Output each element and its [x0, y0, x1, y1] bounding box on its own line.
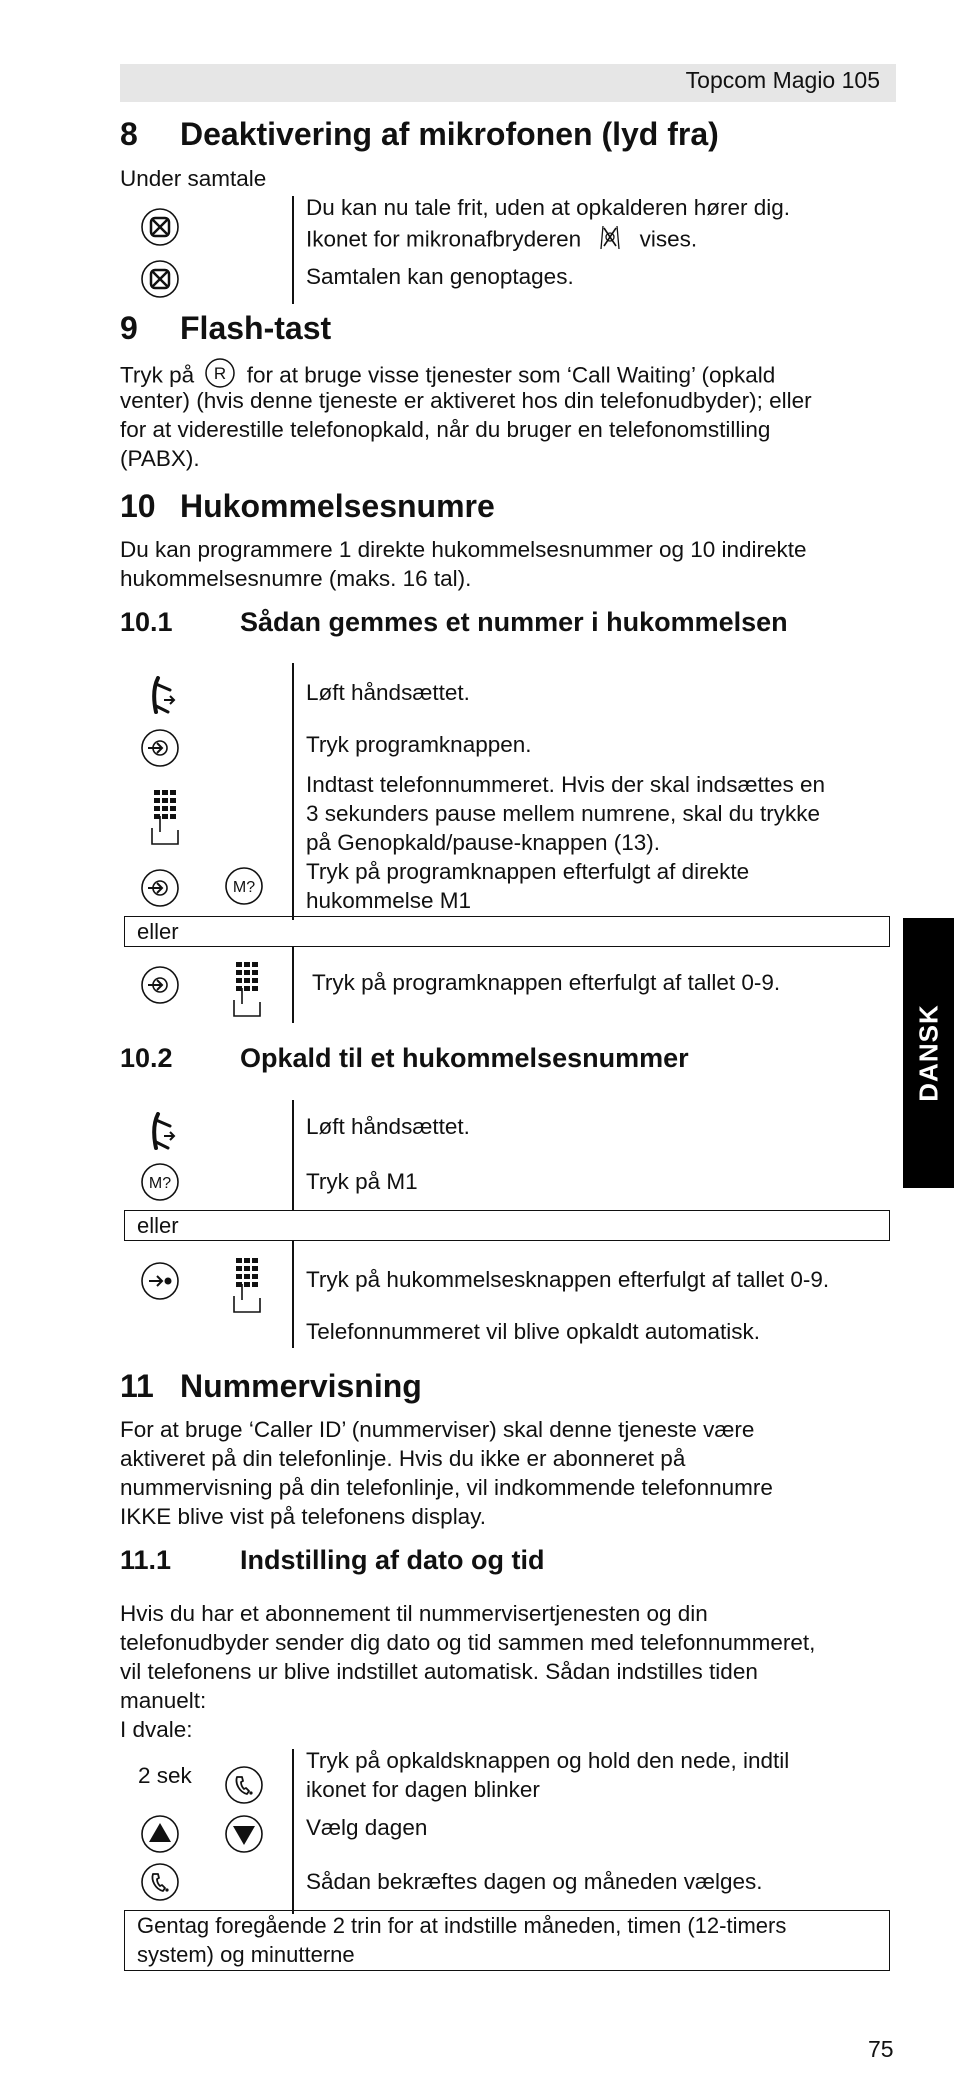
s10-2-step1: Løft håndsættet.: [306, 1114, 470, 1139]
section-title: Deaktivering af mikrofonen (lyd fra): [180, 116, 719, 152]
section-title: Nummervisning: [180, 1368, 422, 1404]
mic-off-icon: [597, 222, 623, 259]
repeat-note-line2: system) og minutterne: [137, 1942, 355, 1967]
s9-line1-a: Tryk på: [120, 362, 195, 388]
memory-m-icon: [224, 866, 264, 906]
step-divider: [292, 1100, 294, 1211]
section-10-2-heading: [120, 1043, 689, 1074]
section-11-heading: [120, 1368, 422, 1405]
s10-1-step3-line3: på Genopkald/pause-knappen (13).: [306, 830, 661, 855]
s9-line1-b: for at bruge visse tjenester som ‘Call Waiting’ (opkald: [246, 362, 776, 388]
header-title: Topcom Magio 105: [685, 67, 880, 93]
s11-1-step1-line2: ikonet for dagen blinker: [306, 1777, 540, 1802]
s8-step1-line2-text-a: Ikonet for mikronafbryderen: [306, 226, 582, 252]
step-divider: [292, 1749, 294, 1914]
s11-1-step1-line1: Tryk på opkaldsknappen og hold den nede, indtil: [306, 1748, 790, 1773]
s10-1-step4-line2: hukommelse M1: [306, 888, 472, 913]
section-number: 10.2: [120, 1043, 173, 1073]
or-separator: eller: [124, 1210, 890, 1241]
section-number: 10.1: [120, 607, 173, 637]
s11-line1: For at bruge ‘Caller ID’ (nummerviser) skal denne tjeneste være: [120, 1417, 755, 1442]
section-title: Indstilling af dato og tid: [240, 1545, 545, 1575]
program-key-icon: [140, 728, 180, 768]
s11-line4: IKKE blive vist på telefonens display.: [120, 1504, 487, 1529]
handset-lift-icon: [144, 1112, 178, 1156]
s10-1-step2: Tryk programknappen.: [306, 732, 532, 757]
s9-line4: (PABX).: [120, 446, 200, 471]
s8-step1-line2-text-b: vises.: [639, 226, 698, 252]
svg-text:M?: M?: [148, 1175, 172, 1192]
s11-1-line3: vil telefonens ur blive indstillet automatisk. Sådan indstilles tiden: [120, 1659, 758, 1684]
section-10-1-heading: [120, 607, 788, 638]
step-divider: [292, 663, 294, 920]
s10-1-step4-line1: Tryk på programknappen efterfulgt af direkte: [306, 859, 750, 884]
s8-step1-line1: Du kan nu tale frit, uden at opkalderen hører dig.: [306, 195, 791, 220]
section-number: 9: [120, 310, 138, 346]
memory-m-icon: [140, 1162, 180, 1202]
s11-line3: nummervisning på din telefonlinje, vil indkommende telefonnumre: [120, 1475, 773, 1500]
section-8-heading: [120, 116, 719, 153]
keypad-hand-icon: [148, 788, 182, 848]
keypad-hand-icon: [230, 1256, 264, 1316]
call-button-icon: [140, 1862, 180, 1902]
keypad-hand-icon: [230, 960, 264, 1020]
s10-1-step3-line1: Indtast telefonnummeret. Hvis der skal indsættes en: [306, 772, 825, 797]
language-tab-label: DANSK: [913, 1004, 943, 1102]
page-header: [120, 64, 896, 102]
s9-line3: for at viderestille telefonopkald, når du bruger en telefonomstilling: [120, 417, 771, 442]
section-title: Sådan gemmes et nummer i hukommelsen: [240, 607, 788, 637]
section-8-intro: Under samtale: [120, 166, 267, 191]
program-key-icon: [140, 868, 180, 908]
handset-lift-icon: [144, 676, 178, 720]
s9-line2: venter) (hvis denne tjeneste er aktiveret hos din telefonudbyder); eller: [120, 388, 812, 413]
s8-step1-line2: [306, 222, 697, 259]
mute-circle-icon: [140, 259, 180, 299]
memory-recall-icon: [140, 1261, 180, 1301]
section-number: 11.1: [120, 1545, 172, 1575]
program-key-icon: [140, 965, 180, 1005]
section-9-heading: [120, 310, 331, 347]
section-number: 8: [120, 116, 138, 152]
section-11-1-heading: [120, 1545, 544, 1576]
section-number: 10: [120, 488, 156, 524]
s10-1-step5: Tryk på programknappen efterfulgt af tallet 0-9.: [312, 970, 781, 995]
s10-line2: hukommelsesnumre (maks. 16 tal).: [120, 566, 472, 591]
repeat-note-box: [124, 1910, 890, 1971]
language-tab: [903, 918, 954, 1188]
s11-line2: aktiveret på din telefonlinje. Hvis du ikke er abonneret på: [120, 1446, 686, 1471]
section-title: Hukommelsesnumre: [180, 488, 495, 524]
page-number: 75: [868, 2036, 894, 2062]
s11-1-step2: Vælg dagen: [306, 1815, 428, 1840]
section-10-heading: [120, 488, 495, 525]
call-button-icon: [224, 1765, 264, 1805]
s10-2-step3: Tryk på hukommelsesknappen efterfulgt af tallet 0-9.: [306, 1267, 830, 1292]
section-title: Opkald til et hukommelsesnummer: [240, 1043, 689, 1073]
s8-step2: Samtalen kan genoptages.: [306, 264, 574, 289]
s10-1-step1: Løft håndsættet.: [306, 680, 470, 705]
section-title: Flash-tast: [180, 310, 332, 346]
repeat-note-line1: Gentag foregående 2 trin for at indstille måneden, timen (12-timers: [137, 1913, 787, 1938]
s10-2-step4: Telefonnummeret vil blive opkaldt automatisk.: [306, 1319, 760, 1344]
down-arrow-icon: [224, 1814, 264, 1854]
section-number: 11: [120, 1368, 154, 1404]
svg-text:M?: M?: [232, 879, 256, 896]
s11-1-line4: manuelt:: [120, 1688, 207, 1713]
s11-1-line5: I dvale:: [120, 1717, 193, 1742]
mute-circle-icon: [140, 207, 180, 247]
s10-2-step2: Tryk på M1: [306, 1169, 418, 1194]
step-divider: [292, 1241, 294, 1348]
svg-text:R: R: [214, 364, 227, 383]
or-separator: eller: [124, 916, 890, 947]
up-arrow-icon: [140, 1814, 180, 1854]
step-divider: [292, 196, 294, 304]
s10-1-step3-line2: 3 sekunders pause mellem numrene, skal du trykke: [306, 801, 820, 826]
step-divider: [292, 947, 294, 1023]
hold-duration-label: 2 sek: [138, 1763, 192, 1788]
s11-1-line2: telefonudbyder sender dig dato og tid sammen med telefonnummeret,: [120, 1630, 816, 1655]
s10-line1: Du kan programmere 1 direkte hukommelsesnummer og 10 indirekte: [120, 537, 807, 562]
s11-1-line1: Hvis du har et abonnement til nummervisertjenesten og din: [120, 1601, 708, 1626]
s11-1-step3: Sådan bekræftes dagen og måneden vælges.: [306, 1869, 763, 1894]
